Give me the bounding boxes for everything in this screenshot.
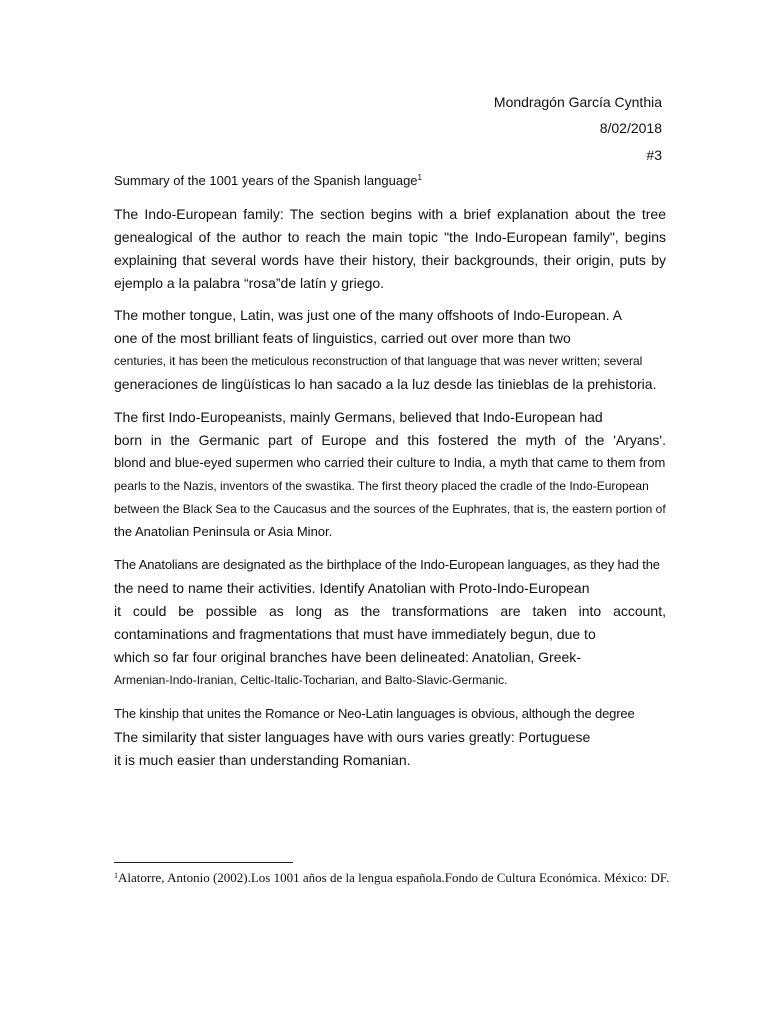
paragraph-line: the need to name their activities. Identify Anatolian with Proto-Indo-European: [114, 580, 590, 596]
paragraph-line: born in the Germanic part of Europe and this fostered the myth of the 'Aryans'.: [114, 432, 666, 448]
paragraph-line: The Anatolians are designated as the birthplace of the Indo-European languages, as they had the: [114, 557, 660, 572]
paragraph-line: generaciones de lingüísticas lo han sacado a la luz desde las tinieblas de la prehistoria.: [114, 376, 657, 392]
paragraph-line: contaminations and fragmentations that must have immediately begun, due to: [114, 626, 596, 642]
paragraph-line: pearls to the Nazis, inventors of the swastika. The first theory placed the cradle of the Indo-European: [114, 479, 649, 493]
document-title: [114, 173, 422, 188]
paragraph-line: it is much easier than understanding Romanian.: [114, 752, 411, 768]
footnote-text: Alatorre, Antonio (2002).Los 1001 años de la lengua española.Fondo de Cultura Económica. México: DF.: [118, 870, 670, 885]
paragraph-line: which so far four original branches have been delineated: Anatolian, Greek-: [114, 649, 581, 665]
paragraph-line: one of the most brilliant feats of linguistics, carried out over more than two: [114, 330, 571, 346]
footnote: [114, 870, 669, 886]
paragraph-line: The first Indo-Europeanists, mainly Germans, believed that Indo-European had: [114, 409, 603, 425]
paragraph-line: The mother tongue, Latin, was just one of the many offshoots of Indo-European. A: [114, 307, 622, 323]
title-text: Summary of the 1001 years of the Spanish language: [114, 173, 418, 188]
paragraph-line: it could be possible as long as the transformations are taken into account,: [114, 603, 666, 619]
paragraph-line: The kinship that unites the Romance or Neo-Latin languages is obvious, although the degree: [114, 706, 635, 721]
paragraph-line: explaining that several words have their history, their backgrounds, their origin, puts by: [114, 252, 666, 268]
paragraph-line: between the Black Sea to the Caucasus and the sources of the Euphrates, that is, the eastern portion of: [114, 502, 666, 516]
paragraph-line: the Anatolian Peninsula or Asia Minor.: [114, 524, 333, 539]
paragraph-line: ejemplo a la palabra “rosa”de latín y griego.: [114, 275, 385, 291]
document-date: 8/02/2018: [599, 120, 662, 136]
paragraph-line: centuries, it has been the meticulous reconstruction of that language that was never written; several: [114, 354, 643, 368]
footnote-marker: 1: [417, 173, 422, 182]
paragraph-line: The Indo-European family: The section begins with a brief explanation about the tree: [114, 206, 666, 222]
document-number: #3: [646, 147, 662, 163]
author-name: Mondragón García Cynthia: [493, 94, 662, 110]
paragraph-line: Armenian-Indo-Iranian, Celtic-Italic-Tocharian, and Balto-Slavic-Germanic.: [114, 673, 508, 687]
footnote-number: 1: [114, 871, 118, 880]
paragraph-line: blond and blue-eyed supermen who carried their culture to India, a myth that came to them from: [114, 455, 666, 470]
paragraph-line: genealogical of the author to reach the main topic "the Indo-European family", begins: [114, 229, 666, 245]
footnote-separator: [114, 862, 293, 863]
paragraph-line: The similarity that sister languages have with ours varies greatly: Portuguese: [114, 729, 591, 745]
